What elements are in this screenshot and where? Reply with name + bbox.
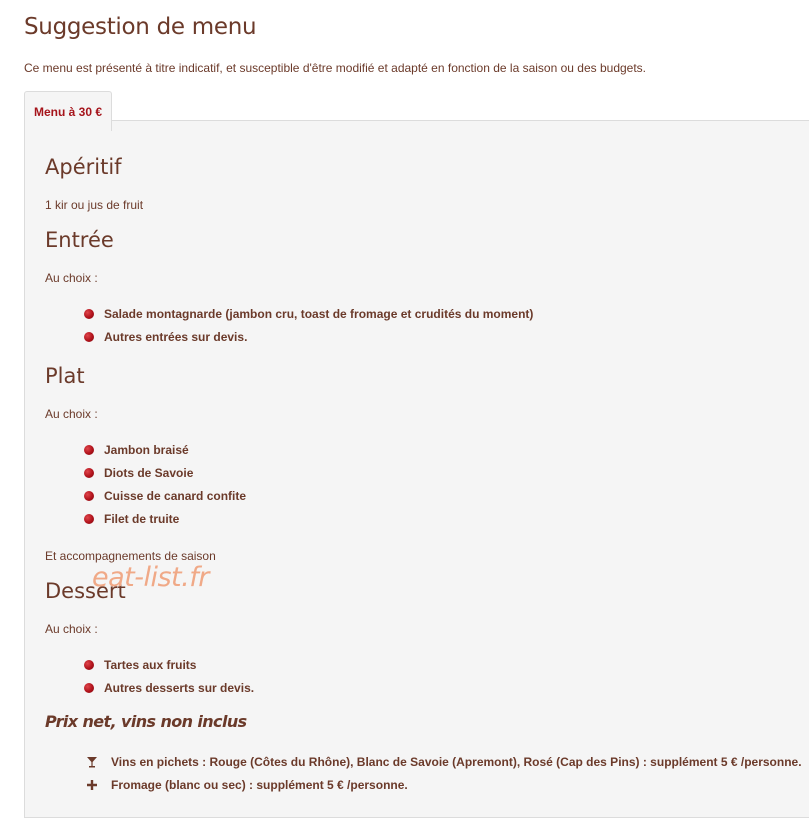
bullet-icon	[84, 332, 94, 342]
dessert-item-label: Autres desserts sur devis.	[104, 680, 255, 695]
plat-item-label: Filet de truite	[104, 511, 180, 526]
plat-item-label: Diots de Savoie	[104, 465, 194, 480]
plat-item-label: Cuisse de canard confite	[104, 488, 247, 503]
dessert-item-label: Tartes aux fruits	[104, 657, 197, 672]
bullet-icon	[84, 514, 94, 524]
list-item	[84, 461, 246, 484]
entree-list	[84, 302, 533, 348]
list-item	[84, 302, 533, 325]
bullet-icon	[84, 491, 94, 501]
plat-list	[84, 438, 246, 530]
section-heading-plat: Plat	[45, 364, 85, 388]
list-item	[84, 507, 246, 530]
cheese-extra-text: Fromage (blanc ou sec) : supplément 5 € /personne.	[111, 777, 408, 792]
list-item	[84, 325, 533, 348]
aperitif-text: 1 kir ou jus de fruit	[45, 198, 144, 212]
entree-item-label: Salade montagnarde (jambon cru, toast de fromage et crudités du moment)	[104, 306, 534, 321]
page-title: Suggestion de menu	[24, 14, 257, 40]
bullet-icon	[84, 309, 94, 319]
dessert-list	[84, 653, 254, 699]
list-item	[84, 484, 246, 507]
plat-choice-label: Au choix :	[45, 407, 98, 421]
plat-item-label: Jambon braisé	[104, 442, 189, 457]
list-item	[84, 676, 254, 699]
bullet-icon	[84, 468, 94, 478]
wine-extra-text: Vins en pichets : Rouge (Côtes du Rhône), Blanc de Savoie (Apremont), Rosé (Cap des Pins) : supplément 5 € /personne.	[111, 754, 802, 769]
bullet-icon	[84, 660, 94, 670]
list-item	[84, 653, 254, 676]
entree-item-label: Autres entrées sur devis.	[104, 329, 248, 344]
section-heading-dessert: Dessert	[45, 579, 126, 603]
plus-icon	[86, 779, 98, 791]
list-item	[84, 438, 246, 461]
dessert-choice-label: Au choix :	[45, 622, 98, 636]
list-item	[86, 750, 802, 773]
bullet-icon	[84, 445, 94, 455]
list-item	[86, 773, 802, 796]
pricing-extras-list	[86, 750, 802, 796]
watermark: eat-list.fr	[92, 562, 209, 593]
bullet-icon	[84, 683, 94, 693]
section-heading-aperitif: Apéritif	[45, 155, 122, 179]
entree-choice-label: Au choix :	[45, 271, 98, 285]
tab-menu-30[interactable]: Menu à 30 €	[24, 91, 112, 131]
section-heading-entree: Entrée	[45, 228, 114, 252]
wine-glass-icon	[86, 756, 98, 768]
plat-accompaniment-note: Et accompagnements de saison	[45, 549, 216, 563]
pricing-heading: Prix net, vins non inclus	[45, 712, 247, 731]
menu-intro-text: Ce menu est présenté à titre indicatif, et susceptible d'être modifié et adapté en fonction de la saison ou des budgets.	[24, 61, 647, 75]
